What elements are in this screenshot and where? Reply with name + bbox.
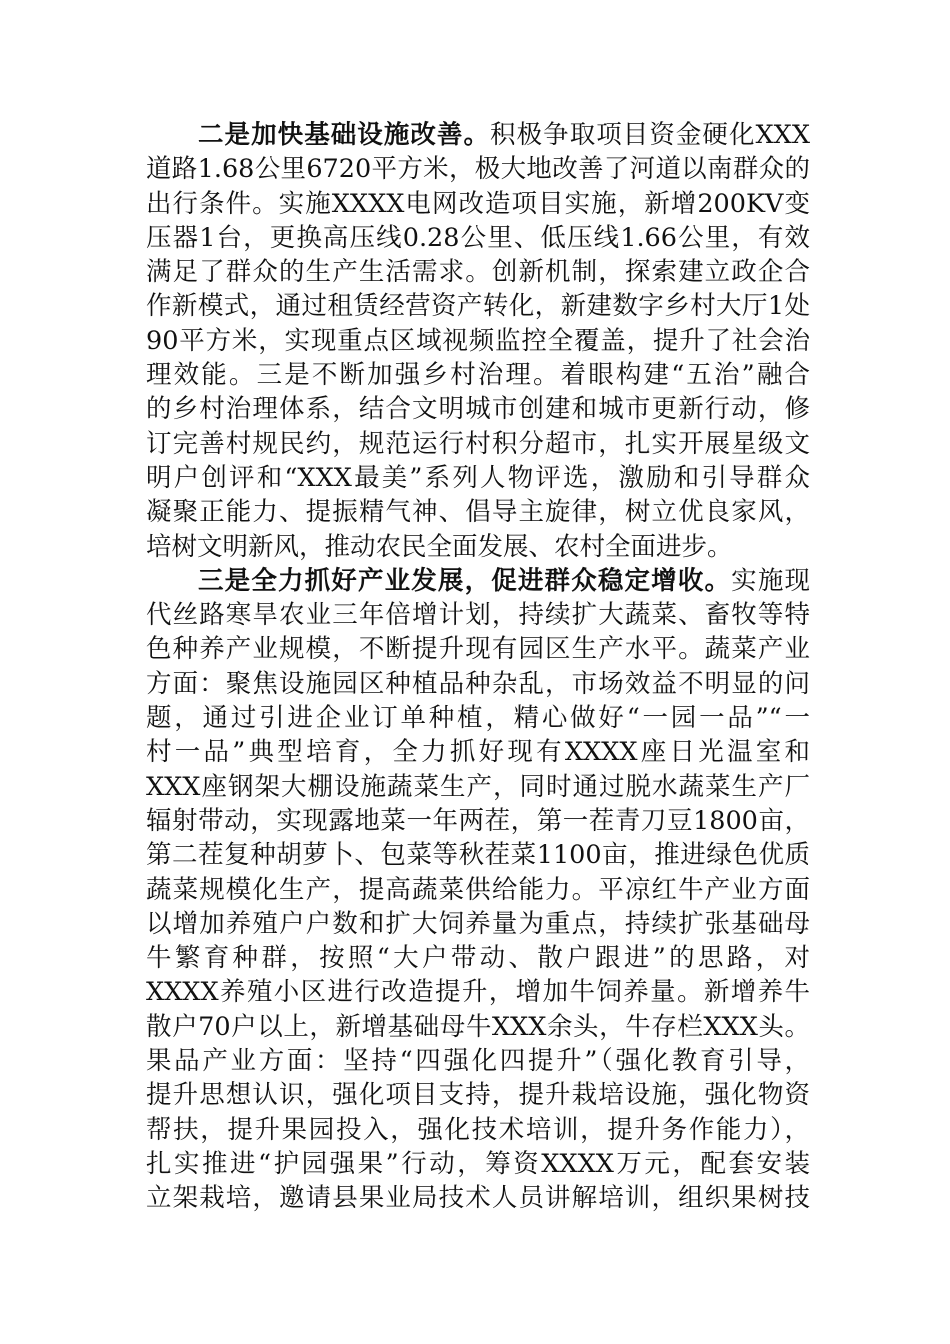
- paragraph-line: 90平方米，实现重点区域视频监控全覆盖，提升了社会治: [146, 325, 810, 356]
- paragraph-line: [146, 118, 810, 152]
- paragraph-text: 积极争取项目资金硬化XXX: [490, 120, 810, 150]
- paragraph-line: 压器1台，更换高压线0.28公里、低压线1.66公里，有效: [146, 222, 810, 253]
- paragraph-text: 实施现: [731, 565, 810, 596]
- paragraph-line: 理效能。三是不断加强乡村治理。着眼构建“五治”融合: [146, 360, 810, 391]
- paragraph-line: 牛繁育种群，按照“大户带动、散户跟进”的思路，对: [146, 943, 810, 974]
- paragraph-line: 提升思想认识，强化项目支持，提升栽培设施，强化物资: [146, 1080, 810, 1111]
- paragraph-line: 代丝路寒旱农业三年倍增计划，持续扩大蔬菜、畜牧等特: [146, 600, 810, 631]
- document-body: [146, 118, 810, 1216]
- paragraph-line: 方面：聚焦设施园区种植品种杂乱，市场效益不明显的问: [146, 668, 810, 699]
- section-heading: 三是全力抓好产业发展，促进群众稳定增收。: [198, 565, 732, 596]
- paragraph-line: XXXX养殖小区进行改造提升，增加牛饲养量。新增养牛: [146, 977, 810, 1008]
- paragraph-line: 订完善村规民约，规范运行村积分超市，扎实开展星级文: [146, 428, 810, 459]
- paragraph-line: 作新模式，通过租赁经营资产转化，新建数字乡村大厅1处: [146, 291, 810, 322]
- paragraph-line: 扎实推进“护园强果”行动，筹资XXXX万元，配套安装: [146, 1148, 810, 1179]
- paragraph-line: 培树文明新风，推动农民全面发展、农村全面进步。: [146, 531, 733, 562]
- paragraph-line: 果品产业方面：坚持“四强化四提升”（强化教育引导，: [146, 1046, 810, 1077]
- paragraph-line: [146, 564, 810, 598]
- paragraph-line: 色种养产业规模，不断提升现有园区生产水平。蔬菜产业: [146, 634, 810, 665]
- paragraph-line: 蔬菜规模化生产，提高蔬菜供给能力。平凉红牛产业方面: [146, 874, 810, 905]
- paragraph-line: 满足了群众的生产生活需求。创新机制，探索建立政企合: [146, 257, 810, 288]
- paragraph-line: 第二茬复种胡萝卜、包菜等秋茬菜1100亩，推进绿色优质: [146, 840, 810, 871]
- paragraph-line: 道路1.68公里6720平方米，极大地改善了河道以南群众的: [146, 154, 810, 185]
- paragraph-line: 帮扶，提升果园投入，强化技术培训，提升务作能力），: [146, 1114, 810, 1145]
- paragraph-line: 辐射带动，实现露地菜一年两茬，第一茬青刀豆1800亩，: [146, 805, 810, 836]
- paragraph-line: 以增加养殖户户数和扩大饲养量为重点，持续扩张基础母: [146, 908, 810, 939]
- paragraph-line: 出行条件。实施XXXX电网改造项目实施，新增200KV变: [146, 188, 810, 219]
- paragraph-line: 题，通过引进企业订单种植，精心做好“一园一品”“一: [146, 703, 810, 734]
- paragraph-line: 明户创评和“XXX最美”系列人物评选，激励和引导群众: [146, 462, 810, 493]
- section-heading: 二是加快基础设施改善。: [198, 120, 491, 150]
- paragraph-line: XXX座钢架大棚设施蔬菜生产，同时通过脱水蔬菜生产厂: [146, 771, 810, 802]
- paragraph-line: 凝聚正能力、提振精气神、倡导主旋律，树立优良家风，: [146, 497, 810, 528]
- paragraph-line: 散户70户以上，新增基础母牛XXX余头，牛存栏XXX头。: [146, 1011, 810, 1042]
- paragraph-line: 立架栽培，邀请县果业局技术人员讲解培训，组织果树技: [146, 1183, 810, 1214]
- paragraph-line: 的乡村治理体系，结合文明城市创建和城市更新行动，修: [146, 394, 810, 425]
- paragraph-line: 村一品”典型培育，全力抓好现有XXXX座日光温室和: [146, 737, 810, 768]
